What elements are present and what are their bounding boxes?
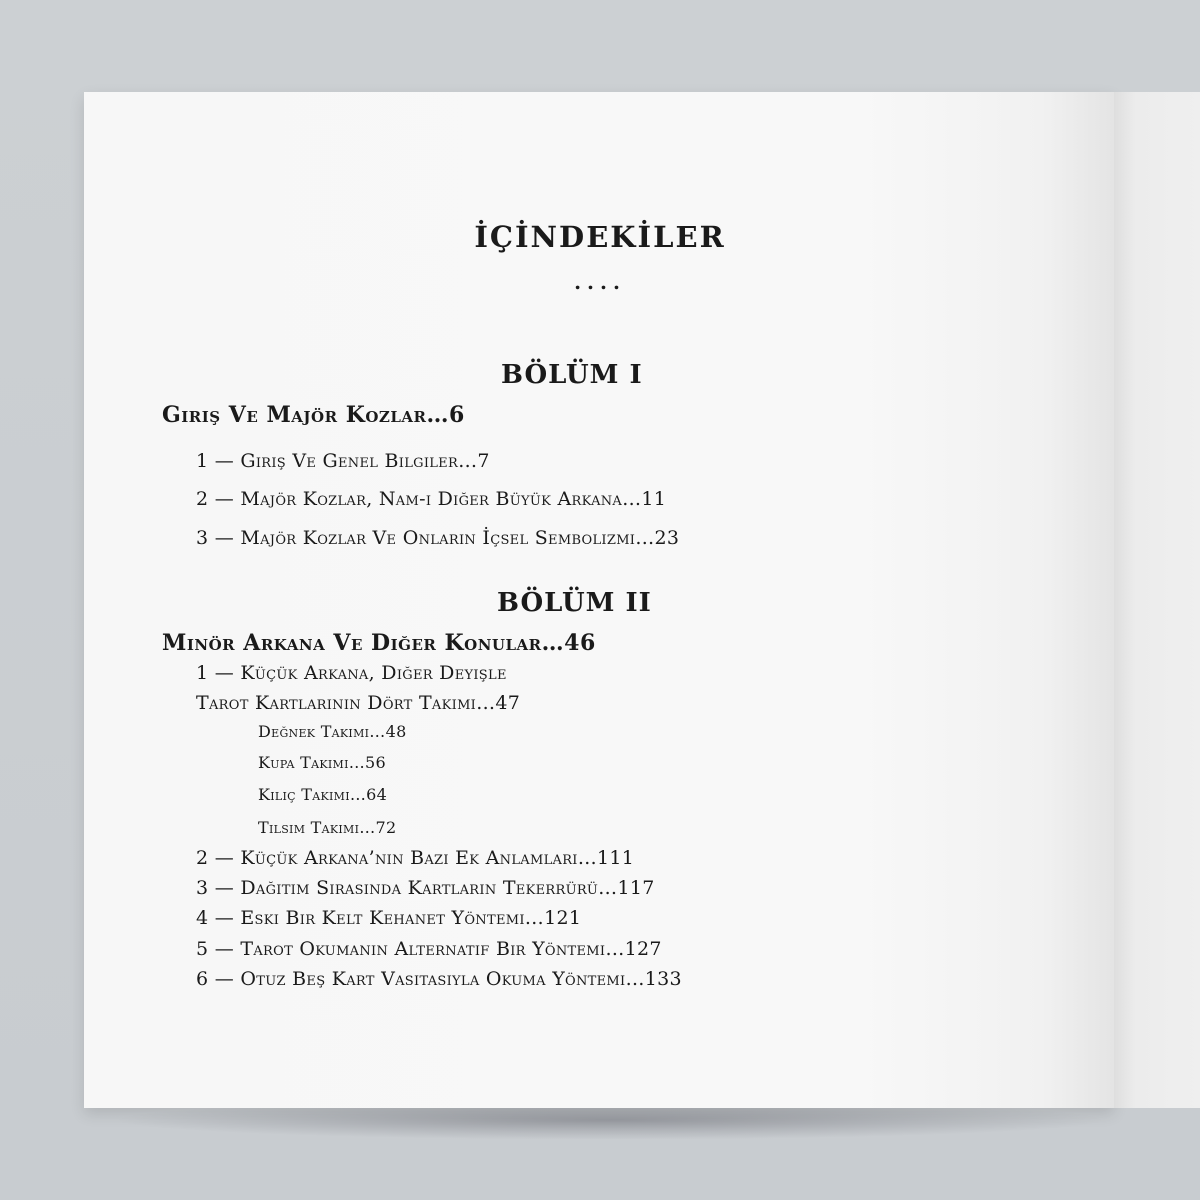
part-1-section-title: Giriş Ve Majör Kozlar…6 <box>162 402 465 428</box>
toc-title: İÇİNDEKİLER <box>474 220 726 254</box>
toc-entry: 4 — Eski Bir Kelt Kehanet Yöntemi…121 <box>196 907 582 929</box>
toc-subentry: Kupa Takımı…56 <box>258 753 386 772</box>
toc-subentry: Değnek Takımı…48 <box>258 722 407 741</box>
toc-entry: 1 — Giriş Ve Genel Bilgiler…7 <box>196 450 490 472</box>
part-2-section-title: Minör Arkana Ve Diğer Konular…46 <box>162 630 596 656</box>
toc-entry: 2 — Küçük Arkana’nın Bazı Ek Anlamları…111 <box>196 847 635 869</box>
toc-entry-continuation: Tarot Kartlarının Dört Takımı…47 <box>196 692 521 714</box>
toc-entry: 3 — Dağıtım Sırasında Kartların Tekerrürü…117 <box>196 877 655 899</box>
toc-subentry: Tılsım Takımı…72 <box>258 818 397 837</box>
toc-entry: 3 — Majör Kozlar Ve Onların İçsel Sembolizmi…23 <box>196 527 680 549</box>
part-1-heading: BÖLÜM I <box>501 360 643 390</box>
toc-subentry: Kılıç Takımı…64 <box>258 785 388 804</box>
toc-entry: 5 — Tarot Okumanın Alternatif Bir Yöntemi…127 <box>196 938 662 960</box>
toc-entry: 1 — Küçük Arkana, Diğer Deyişle <box>196 662 507 684</box>
toc-entry: 2 — Majör Kozlar, Nam-ı Diğer Büyük Arkana…11 <box>196 488 667 510</box>
part-2-heading: BÖLÜM II <box>497 588 652 618</box>
title-ornament: .... <box>574 270 626 294</box>
toc-entry: 6 — Otuz Beş Kart Vasıtasıyla Okuma Yöntemi…133 <box>196 968 682 990</box>
